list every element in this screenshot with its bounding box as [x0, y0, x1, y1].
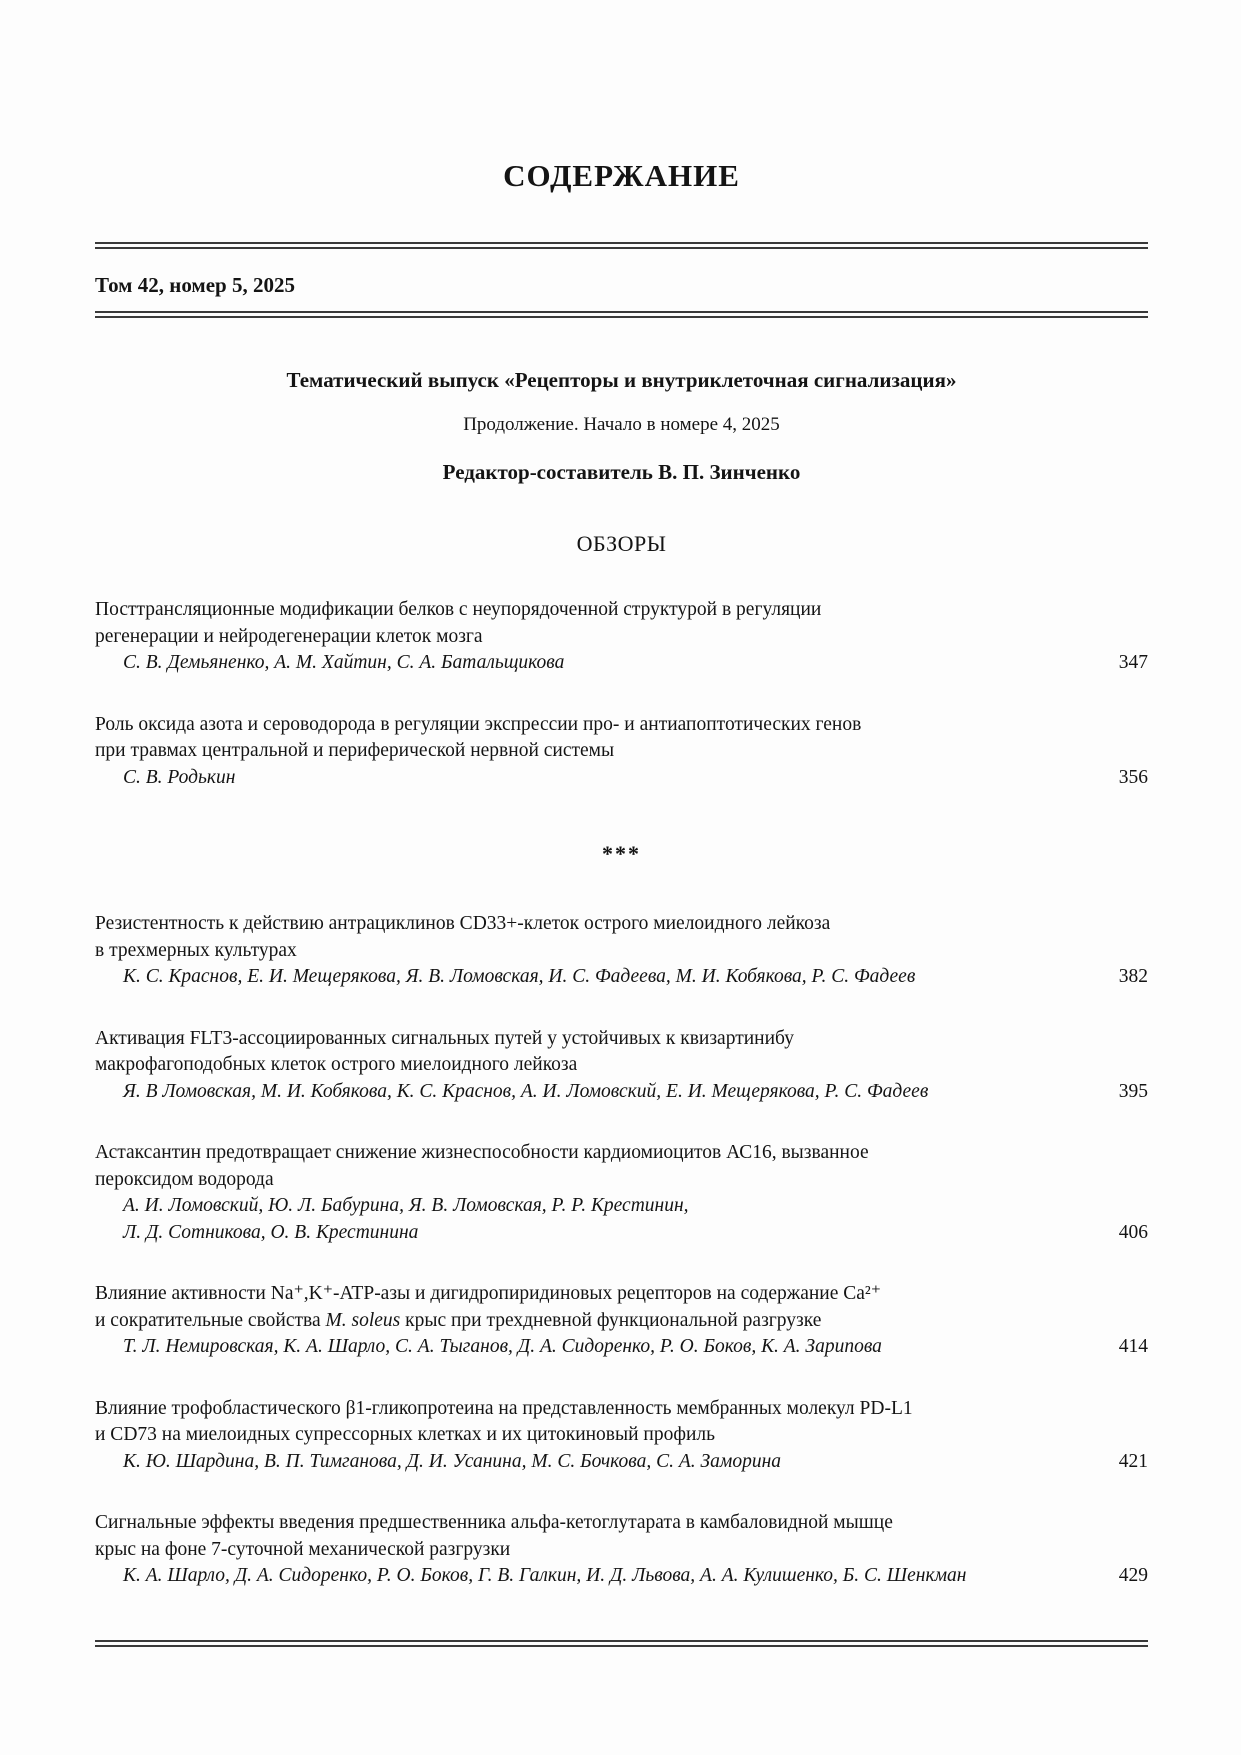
toc-entry	[95, 1026, 1148, 1106]
section-heading-reviews: ОБЗОРЫ	[576, 531, 667, 556]
article-authors-row	[95, 1220, 1148, 1247]
article-title-line: крыс на фоне 7-суточной механической разгрузки	[95, 1538, 511, 1560]
article-authors-row	[95, 1334, 1148, 1361]
article-authors-row	[95, 1079, 1148, 1106]
article-authors: К. А. Шарло, Д. А. Сидоренко, Р. О. Боков, Г. В. Галкин, И. Д. Львова, А. А. Кулишенко, Б. С. Шенкман	[123, 1565, 967, 1586]
article-authors: Я. В Ломовская, М. И. Кобякова, К. С. Краснов, А. И. Ломовский, Е. И. Мещерякова, Р. С. Фадеев	[123, 1080, 929, 1102]
continuation-note: Продолжение. Начало в номере 4, 2025	[463, 414, 780, 435]
article-authors: К. Ю. Шардина, В. П. Тимганова, Д. И. Усанина, М. С. Бочкова, С. А. Заморина	[123, 1450, 782, 1472]
article-title-line: пероксидом водорода	[95, 1168, 274, 1190]
toc-entry	[95, 1281, 1148, 1361]
article-title-line: Роль оксида азота и сероводорода в регуляции экспрессии про- и антиапоптотических генов	[95, 713, 862, 735]
reviews-list	[95, 597, 1148, 791]
title-segment: крыс при трехдневной функциональной разгрузке	[400, 1309, 822, 1331]
article-authors: А. И. Ломовский, Ю. Л. Бабурина, Я. В. Ломовская, Р. Р. Крестинин,	[123, 1195, 689, 1216]
article-title-line: Влияние трофобластического β1-гликопротеина на представленность мембранных молекул PD-L1	[95, 1397, 913, 1419]
article-title-line: регенерации и нейродегенерации клеток мозга	[95, 625, 483, 647]
article-title-line	[95, 1308, 1148, 1335]
volume-issue-line: Том 42, номер 5, 2025	[95, 273, 295, 297]
article-title-line: Резистентность к действию антрациклинов CD33+-клеток острого миелоидного лейкоза	[95, 913, 831, 934]
toc-entry	[95, 1140, 1148, 1246]
article-page-number: 406	[1118, 1221, 1148, 1243]
article-authors: Л. Д. Сотникова, О. В. Крестинина	[123, 1221, 419, 1243]
article-title-line: Сигнальные эффекты введения предшественника альфа-кетоглутарата в камбаловидной мышце	[95, 1512, 893, 1533]
articles-list	[95, 911, 1148, 1590]
title-segment-latin-italic: M. soleus	[325, 1309, 401, 1331]
article-title-line: Активация FLT3-ассоциированных сигнальных путей у устойчивых к квизартинибу	[95, 1027, 794, 1049]
toc-entry	[95, 1396, 1148, 1476]
section-separator-asterisks: ***	[602, 841, 641, 866]
article-page-number: 414	[1118, 1336, 1148, 1357]
article-title-line: Астаксантин предотвращает снижение жизнеспособности кардиомиоцитов АС16, вызванное	[95, 1142, 869, 1163]
thematic-issue-title: Тематический выпуск «Рецепторы и внутриклеточная сигнализация»	[286, 368, 957, 392]
article-page-number: 347	[1118, 652, 1148, 673]
toc-entry	[95, 1510, 1148, 1590]
toc-entry	[95, 597, 1148, 677]
article-title-line: и CD73 на миелоидных супрессорных клетках и их цитокиновый профиль	[95, 1424, 716, 1445]
editor-line: Редактор-составитель В. П. Зинченко	[442, 460, 801, 484]
article-authors-row	[95, 650, 1148, 677]
divider-double-rule-under-volume	[95, 311, 1148, 318]
article-page-number: 356	[1118, 766, 1148, 788]
article-authors-row	[95, 1449, 1148, 1476]
divider-double-rule-top	[95, 242, 1148, 249]
article-authors-row	[95, 765, 1148, 792]
article-authors: С. В. Родькин	[123, 766, 236, 788]
toc-entry	[95, 712, 1148, 792]
article-page-number: 382	[1118, 966, 1148, 987]
article-page-number: 421	[1118, 1450, 1148, 1472]
article-title-line: в трехмерных культурах	[95, 939, 297, 961]
title-segment: и сократительные свойства	[95, 1309, 326, 1331]
article-title-line: при травмах центральной и периферической нервной системы	[95, 740, 615, 761]
article-title-line: Влияние активности Na⁺,K⁺-ATP-азы и дигидропиридиновых рецепторов на содержание Ca²⁺	[95, 1283, 882, 1304]
divider-double-rule-bottom	[95, 1640, 1148, 1647]
article-page-number: 429	[1118, 1565, 1148, 1586]
article-title-line: макрофагоподобных клеток острого миелоидного лейкоза	[95, 1054, 578, 1075]
toc-entry	[95, 911, 1148, 991]
article-authors-row	[95, 1563, 1148, 1590]
article-authors: Т. Л. Немировская, К. А. Шарло, С. А. Тыганов, Д. А. Сидоренко, Р. О. Боков, К. А. Зарипова	[123, 1336, 882, 1357]
page-title: СОДЕРЖАНИЕ	[503, 158, 740, 193]
article-authors: К. С. Краснов, Е. И. Мещерякова, Я. В. Ломовская, И. С. Фадеева, М. И. Кобякова, Р. С. Фадеев	[123, 966, 916, 987]
article-title-line: Посттрансляционные модификации белков с неупорядоченной структурой в регуляции	[95, 599, 822, 620]
article-page-number: 395	[1118, 1080, 1148, 1102]
article-authors-row	[95, 964, 1148, 991]
article-authors: С. В. Демьяненко, А. М. Хайтин, С. А. Батальщикова	[123, 652, 565, 673]
